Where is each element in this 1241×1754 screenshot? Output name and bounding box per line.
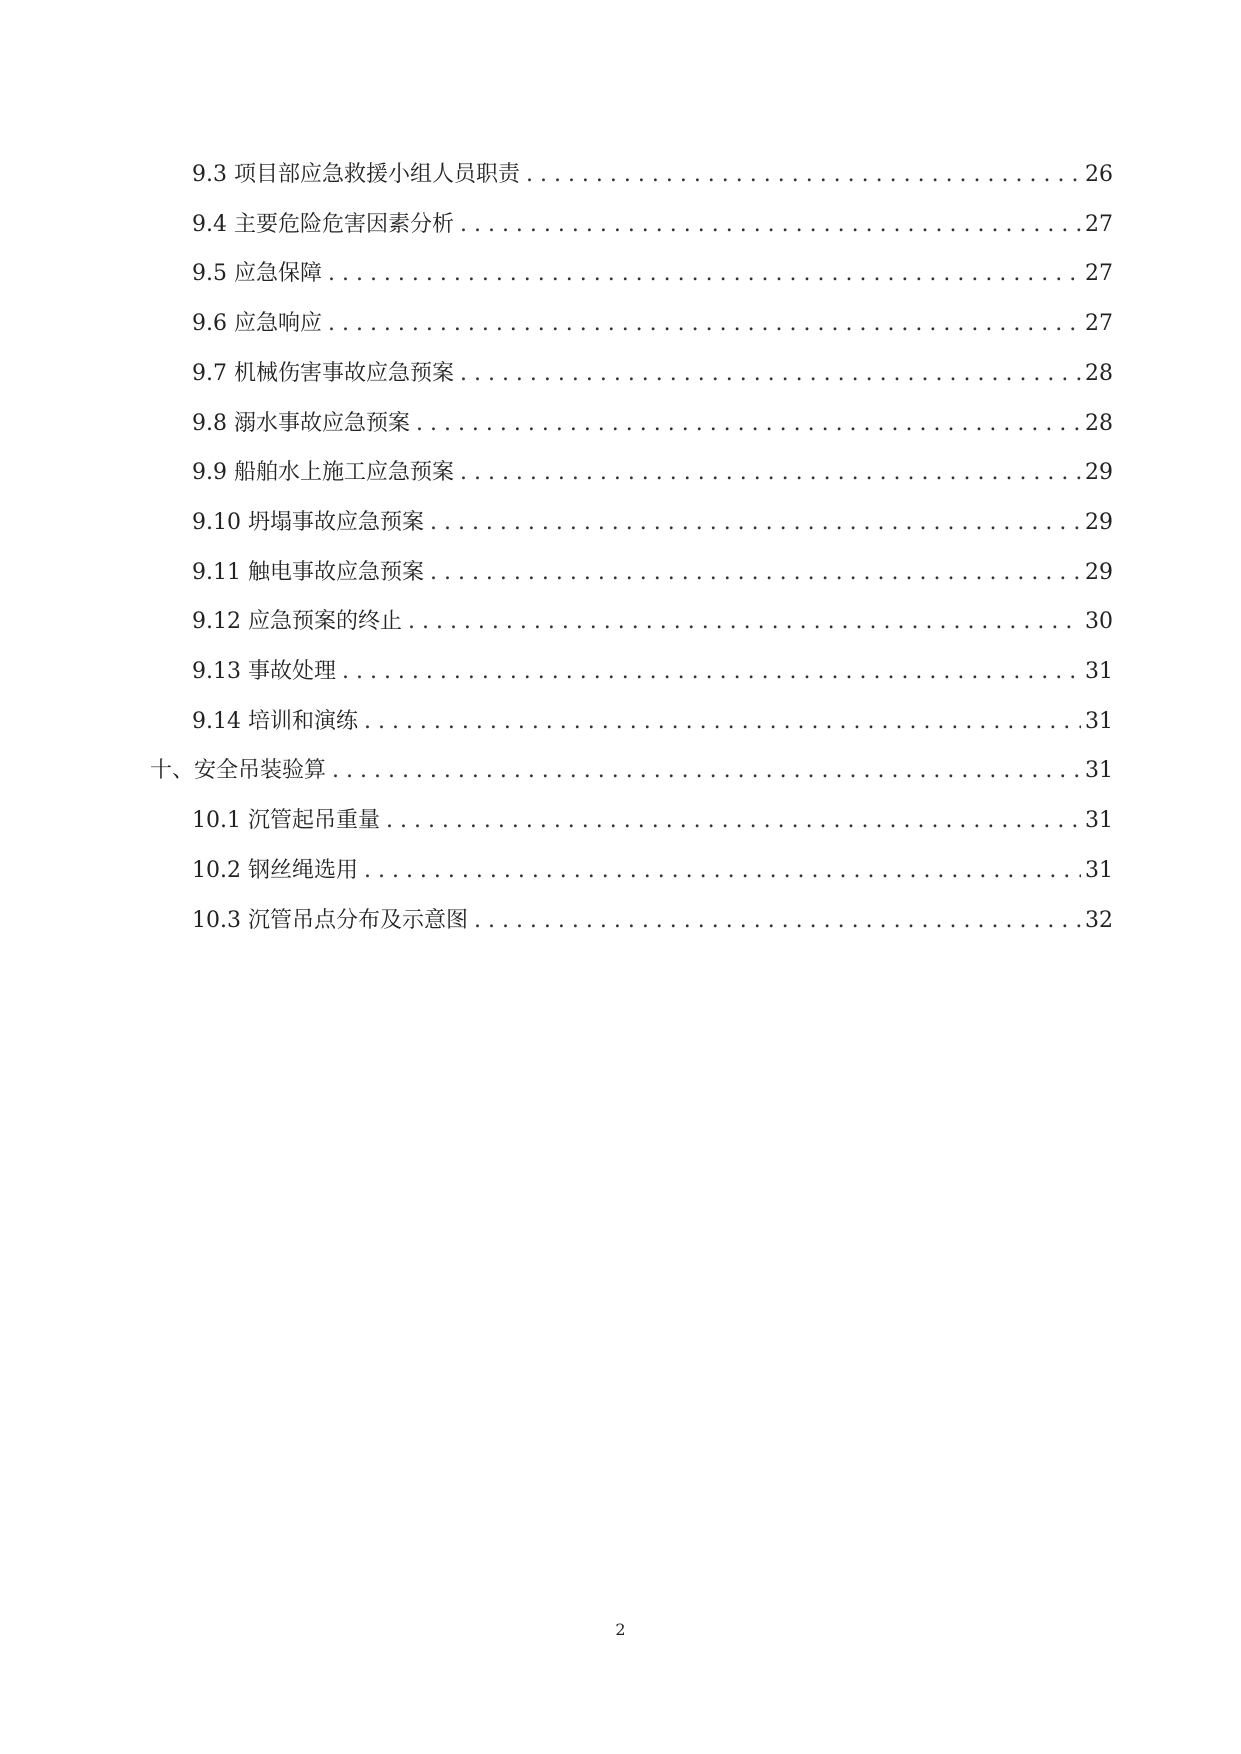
toc-entry[interactable] bbox=[192, 304, 1113, 344]
toc-entry-page: 29 bbox=[1085, 509, 1113, 535]
toc-entry-title: 10.2 钢丝绳选用 bbox=[192, 857, 358, 883]
toc-leader-dots bbox=[430, 503, 1081, 543]
toc-entry-title: 10.1 沉管起吊重量 bbox=[192, 808, 380, 834]
toc-entry-title: 9.11 触电事故应急预案 bbox=[192, 559, 424, 585]
toc-entry-page: 28 bbox=[1085, 360, 1113, 386]
toc-entry[interactable] bbox=[192, 453, 1113, 493]
toc-entry[interactable] bbox=[192, 602, 1113, 642]
toc-leader-dots bbox=[364, 702, 1081, 742]
toc-leader-dots bbox=[332, 751, 1081, 791]
toc-entry-page: 31 bbox=[1085, 808, 1113, 834]
toc-entry[interactable] bbox=[192, 553, 1113, 593]
toc-leader-dots bbox=[416, 404, 1081, 444]
toc-leader-dots bbox=[430, 553, 1081, 593]
toc-leader-dots bbox=[364, 851, 1081, 891]
toc-entry[interactable] bbox=[192, 851, 1113, 891]
toc-entry-page: 31 bbox=[1085, 758, 1113, 784]
toc-entry[interactable] bbox=[192, 702, 1113, 742]
toc-leader-dots bbox=[328, 304, 1081, 344]
toc-entry-title: 9.12 应急预案的终止 bbox=[192, 609, 402, 635]
toc-entry[interactable] bbox=[192, 652, 1113, 692]
toc-entry-page: 27 bbox=[1085, 261, 1113, 287]
toc-leader-dots bbox=[328, 254, 1081, 294]
toc-entry[interactable] bbox=[192, 354, 1113, 394]
toc-entry-page: 27 bbox=[1085, 211, 1113, 237]
toc-entry-page: 27 bbox=[1085, 311, 1113, 337]
toc-leader-dots bbox=[386, 801, 1081, 841]
toc-entry-title: 9.4 主要危险危害因素分析 bbox=[192, 211, 454, 237]
toc-entry-title: 9.6 应急响应 bbox=[192, 311, 322, 337]
toc-entry-page: 32 bbox=[1085, 907, 1113, 933]
toc-entry-title: 9.5 应急保障 bbox=[192, 261, 322, 287]
toc-entry-title: 9.7 机械伤害事故应急预案 bbox=[192, 360, 454, 386]
toc-entry[interactable] bbox=[192, 404, 1113, 444]
toc-leader-dots bbox=[342, 652, 1081, 692]
toc-leader-dots bbox=[460, 354, 1081, 394]
toc-chapter-entry[interactable] bbox=[150, 751, 1113, 791]
toc-entry-page: 30 bbox=[1085, 609, 1113, 635]
toc-entry[interactable] bbox=[192, 205, 1113, 245]
toc-entry-page: 29 bbox=[1085, 559, 1113, 585]
toc-leader-dots bbox=[474, 901, 1081, 941]
toc-entry-title: 10.3 沉管吊点分布及示意图 bbox=[192, 907, 468, 933]
toc-entry[interactable] bbox=[192, 503, 1113, 543]
toc-leader-dots bbox=[526, 155, 1081, 195]
toc-entry[interactable] bbox=[192, 155, 1113, 195]
toc-entry-page: 29 bbox=[1085, 460, 1113, 486]
toc-entry[interactable] bbox=[192, 801, 1113, 841]
toc-entry-title: 9.14 培训和演练 bbox=[192, 708, 358, 734]
toc-entry[interactable] bbox=[192, 254, 1113, 294]
toc-entry-page: 26 bbox=[1085, 162, 1113, 187]
toc-leader-dots bbox=[460, 205, 1081, 245]
toc-leader-dots bbox=[460, 453, 1081, 493]
toc-entry-title: 9.13 事故处理 bbox=[192, 659, 336, 684]
toc-entry-page: 28 bbox=[1085, 410, 1113, 436]
toc-entry-page: 31 bbox=[1085, 857, 1113, 883]
toc-entry-title: 9.3 项目部应急救援小组人员职责 bbox=[192, 162, 520, 187]
toc-entry-title: 9.8 溺水事故应急预案 bbox=[192, 410, 410, 436]
toc-entry[interactable] bbox=[192, 901, 1113, 941]
toc-leader-dots bbox=[408, 602, 1081, 642]
page-number: 2 bbox=[615, 1620, 626, 1639]
toc-entry-title: 十、安全吊装验算 bbox=[150, 758, 327, 784]
toc-entry-title: 9.9 船舶水上施工应急预案 bbox=[192, 460, 454, 486]
toc-entry-page: 31 bbox=[1085, 708, 1113, 734]
toc-entry-page: 31 bbox=[1085, 659, 1113, 684]
toc-entry-title: 9.10 坍塌事故应急预案 bbox=[192, 509, 424, 535]
